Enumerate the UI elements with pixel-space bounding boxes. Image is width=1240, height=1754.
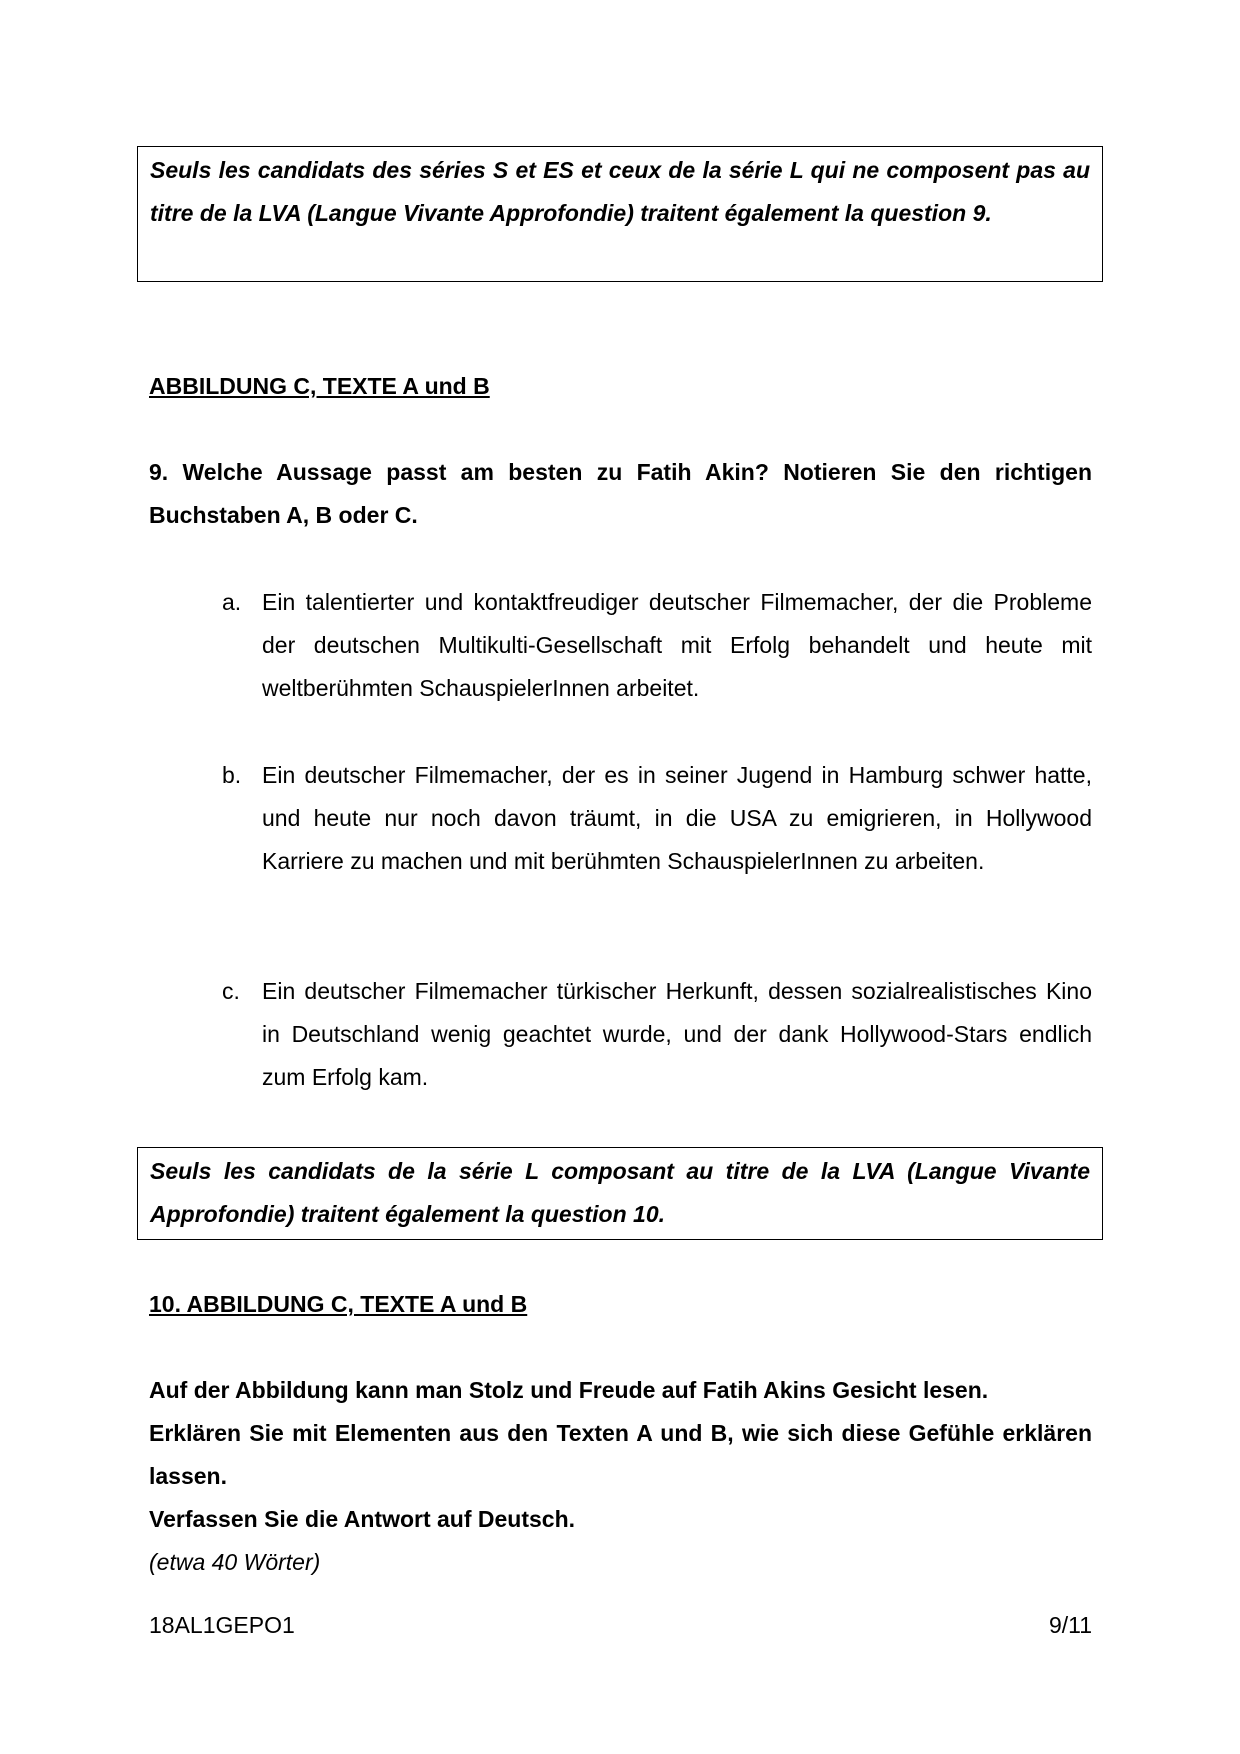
- question-10-task: [149, 1369, 1092, 1584]
- option-letter: c.: [222, 978, 240, 1004]
- option-text: Ein deutscher Filmemacher türkischer Herkunft, dessen sozialrealistisches Kino in Deutschland wenig geachtet wurde, und der dank Hollywood-Stars endlich zum Erfolg kam.: [262, 978, 1092, 1090]
- word-count-hint: (etwa 40 Wörter): [149, 1549, 321, 1575]
- exam-code: 18AL1GEPO1: [149, 1612, 295, 1638]
- question-10-heading: 10. ABBILDUNG C, TEXTE A und B: [149, 1291, 528, 1317]
- task-line: Verfassen Sie die Antwort auf Deutsch.: [149, 1506, 576, 1532]
- notice-text: Seuls les candidats de la série L composant au titre de la LVA (Langue Vivante Approfondie) traitent également la question 10.: [150, 1158, 1090, 1227]
- section-heading: ABBILDUNG C, TEXTE A und B: [149, 373, 490, 399]
- option-letter: a.: [222, 589, 242, 615]
- notice-box-series-l-lva: [137, 1147, 1103, 1240]
- notice-box-series-s-es: [137, 146, 1103, 282]
- answer-option-c: [222, 970, 1092, 1099]
- notice-text: Seuls les candidats des séries S et ES et ceux de la série L qui ne composent pas au titre de la LVA (Langue Vivante Approfondie) traitent également la question 9.: [150, 157, 1090, 226]
- option-letter: b.: [222, 762, 242, 788]
- option-text: Ein talentierter und kontaktfreudiger deutscher Filmemacher, der die Probleme der deutschen Multikulti-Gesellschaft mit Erfolg behandelt und heute mit weltberühmten SchauspielerInnen arbeitet.: [262, 589, 1092, 701]
- task-line: Erklären Sie mit Elementen aus den Texten A und B, wie sich diese Gefühle erklären lassen.: [149, 1420, 1092, 1489]
- answer-option-a: [222, 581, 1092, 710]
- page-number: 9/11: [1048, 1612, 1092, 1638]
- answer-option-b: [222, 754, 1092, 883]
- question-9-prompt: 9. Welche Aussage passt am besten zu Fatih Akin? Notieren Sie den richtigen Buchstaben A, B oder C.: [149, 459, 1092, 528]
- task-line: Auf der Abbildung kann man Stolz und Freude auf Fatih Akins Gesicht lesen.: [149, 1377, 989, 1403]
- option-text: Ein deutscher Filmemacher, der es in seiner Jugend in Hamburg schwer hatte, und heute nur noch davon träumt, in die USA zu emigrieren, in Hollywood Karriere zu machen und mit berühmten SchauspielerInnen zu arbeiten.: [262, 762, 1092, 874]
